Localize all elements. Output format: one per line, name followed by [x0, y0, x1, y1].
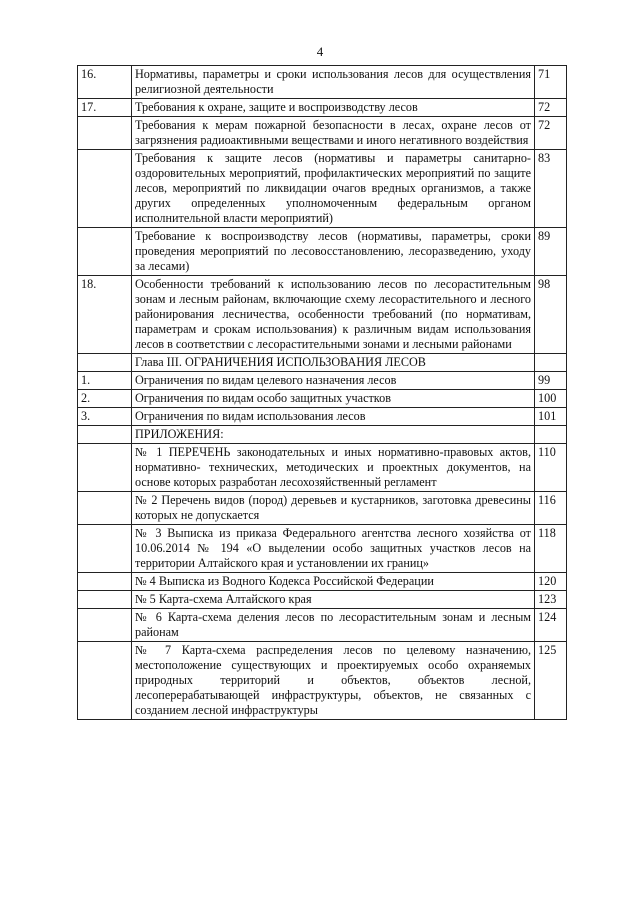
row-page — [535, 354, 567, 372]
table-row — [78, 66, 567, 99]
row-number — [78, 525, 132, 573]
row-page: 99 — [535, 372, 567, 390]
table-row — [78, 591, 567, 609]
row-number: 3. — [78, 408, 132, 426]
row-number — [78, 609, 132, 642]
row-page: 118 — [535, 525, 567, 573]
table-row — [78, 390, 567, 408]
table-row — [78, 444, 567, 492]
table-row — [78, 573, 567, 591]
row-title: Требования к защите лесов (нормативы и параметры санитарно-оздоровительных мероприятий, профилактических мероприятий по защите лесов, мероприятий по ликвидации очагов вредных организмов, а также других определенных уполномоченным федеральным органом исполнительной власти мероприятий) — [132, 150, 535, 228]
row-page: 116 — [535, 492, 567, 525]
table-row — [78, 525, 567, 573]
table-of-contents — [77, 65, 567, 720]
row-number: 2. — [78, 390, 132, 408]
row-number — [78, 591, 132, 609]
row-page: 125 — [535, 642, 567, 720]
table-row — [78, 117, 567, 150]
row-page: 72 — [535, 117, 567, 150]
row-number — [78, 117, 132, 150]
table-row — [78, 228, 567, 276]
row-title: Особенности требований к использованию лесов по лесорастительным зонам и лесным районам, включающие схему лесорастительного и лесного районирования лесничества, особенности требований (по нормативам, параметрам и срокам использования) к различным видам использования лесов в соответствии с лесорастительными зонами и лесными районами — [132, 276, 535, 354]
row-number: 18. — [78, 276, 132, 354]
row-page: 100 — [535, 390, 567, 408]
row-number: 17. — [78, 99, 132, 117]
row-number: 1. — [78, 372, 132, 390]
row-page: 123 — [535, 591, 567, 609]
table-row — [78, 642, 567, 720]
row-title: Ограничения по видам целевого назначения лесов — [132, 372, 535, 390]
row-page: 83 — [535, 150, 567, 228]
table-row — [78, 354, 567, 372]
table-row — [78, 492, 567, 525]
row-number — [78, 492, 132, 525]
row-title: Ограничения по видам особо защитных участков — [132, 390, 535, 408]
row-title: Нормативы, параметры и сроки использования лесов для осуществления религиозной деятельности — [132, 66, 535, 99]
table-row — [78, 609, 567, 642]
row-page: 124 — [535, 609, 567, 642]
row-page: 89 — [535, 228, 567, 276]
row-number — [78, 426, 132, 444]
row-title: № 6 Карта-схема деления лесов по лесорастительным зонам и лесным районам — [132, 609, 535, 642]
toc-body — [78, 66, 567, 720]
row-page: 72 — [535, 99, 567, 117]
table-row — [78, 372, 567, 390]
row-page: 110 — [535, 444, 567, 492]
row-page — [535, 426, 567, 444]
row-title: № 7 Карта-схема распределения лесов по целевому назначению, местоположение существующих и проектируемых особо охраняемых природных территорий и объектов, объектов лесной, лесоперерабатывающей инфраструктуры, объектов, не связанных с созданием лесной инфраструктуры — [132, 642, 535, 720]
table-row — [78, 150, 567, 228]
row-page: 101 — [535, 408, 567, 426]
row-title: Глава III. ОГРАНИЧЕНИЯ ИСПОЛЬЗОВАНИЯ ЛЕСОВ — [132, 354, 535, 372]
row-number: 16. — [78, 66, 132, 99]
row-title: № 1 ПЕРЕЧЕНЬ законодательных и иных нормативно-правовых актов, нормативно- технических, методических и проектных документов, на основе которых разработан лесохозяйственный регламент — [132, 444, 535, 492]
row-page: 120 — [535, 573, 567, 591]
table-row — [78, 276, 567, 354]
row-page: 71 — [535, 66, 567, 99]
row-page: 98 — [535, 276, 567, 354]
page-number: 4 — [316, 44, 324, 59]
row-title: № 5 Карта-схема Алтайского края — [132, 591, 535, 609]
row-number — [78, 642, 132, 720]
row-title: Требования к охране, защите и воспроизводству лесов — [132, 99, 535, 117]
row-number — [78, 354, 132, 372]
row-number — [78, 444, 132, 492]
row-title: Ограничения по видам использования лесов — [132, 408, 535, 426]
row-title: Требование к воспроизводству лесов (нормативы, параметры, сроки проведения мероприятий по лесовосстановлению, лесоразведению, уходу за лесами) — [132, 228, 535, 276]
table-row — [78, 99, 567, 117]
row-title: № 2 Перечень видов (пород) деревьев и кустарников, заготовка древесины которых не допускается — [132, 492, 535, 525]
row-title: № 3 Выписка из приказа Федерального агентства лесного хозяйства от 10.06.2014 № 194 «О выделении особо защитных участков лесов на территории Алтайского края и установлении их границ» — [132, 525, 535, 573]
row-title: № 4 Выписка из Водного Кодекса Российской Федерации — [132, 573, 535, 591]
row-number — [78, 150, 132, 228]
table-row — [78, 426, 567, 444]
row-title: ПРИЛОЖЕНИЯ: — [132, 426, 535, 444]
row-title: Требования к мерам пожарной безопасности в лесах, охране лесов от загрязнения радиоактивными веществами и иного негативного воздействия — [132, 117, 535, 150]
row-number — [78, 573, 132, 591]
row-number — [78, 228, 132, 276]
table-row — [78, 408, 567, 426]
